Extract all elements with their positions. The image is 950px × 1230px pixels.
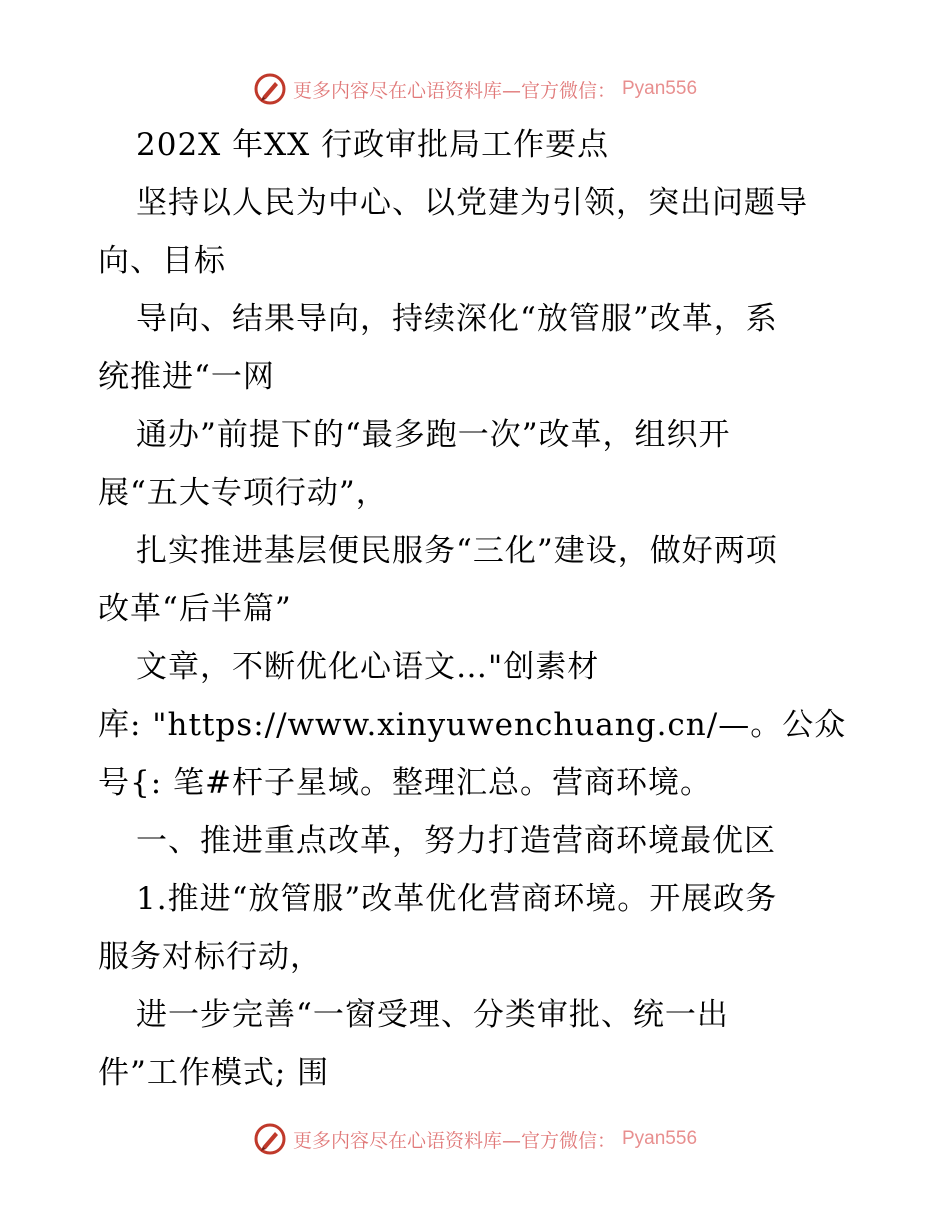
document-line: 通办”前提下的“最多跑一次”改革，组织开 xyxy=(136,417,731,453)
watermark-id: Pyan556 xyxy=(622,1128,698,1149)
watermark-id: Pyan556 xyxy=(622,78,698,99)
document-line: 进一步完善“一窗受理、分类审批、统一出 xyxy=(136,997,729,1033)
document-body xyxy=(98,116,858,1102)
document-line: 文章，不断优化心语文…"创素材 xyxy=(136,649,600,685)
watermark-text: 更多内容尽在心语资料库—官方微信： xyxy=(292,1129,616,1152)
seal-pen-icon xyxy=(253,72,287,106)
document-line: 1.推进“放管服”改革优化营商环境。开展政务 xyxy=(136,881,778,917)
document-line: 坚持以人民为中心、以党建为引领，突出问题导 xyxy=(136,185,808,221)
watermark-text: 更多内容尽在心语资料库—官方微信： xyxy=(292,79,616,102)
document-line: 扎实推进基层便民服务“三化”建设，做好两项 xyxy=(136,533,778,569)
document-line: 库: "https://www.xinyuwenchuang.cn/—。公众 xyxy=(98,707,847,743)
header-watermark xyxy=(0,72,950,106)
document-line: 服务对标行动， xyxy=(98,939,322,975)
document-line: 向、目标 xyxy=(98,243,226,279)
document-line: 号{: 笔#杆子星域。整理汇总。营商环境。 xyxy=(98,765,712,801)
seal-pen-icon xyxy=(253,1122,287,1156)
document-line: 202X 年XX 行政审批局工作要点 xyxy=(136,127,610,163)
document-line: 导向、结果导向，持续深化“放管服”改革，系 xyxy=(136,301,778,337)
document-line: 改革“后半篇” xyxy=(98,591,292,627)
document-line: 统推进“一网 xyxy=(98,359,275,395)
document-line: 展“五大专项行动”， xyxy=(98,475,388,511)
footer-watermark xyxy=(0,1122,950,1156)
document-line: 一、推进重点改革，努力打造营商环境最优区 xyxy=(136,823,776,859)
document-line: 件”工作模式; 围 xyxy=(98,1055,330,1091)
